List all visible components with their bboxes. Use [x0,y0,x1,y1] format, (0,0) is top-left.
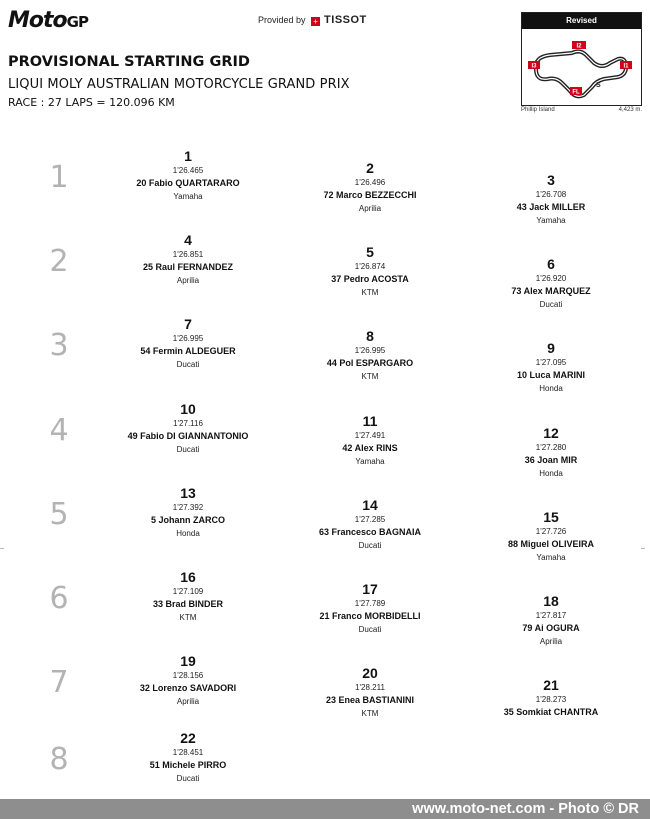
svg-text:I2: I2 [576,43,582,50]
grid-position: 16 [180,569,196,585]
grid-slot [98,232,278,287]
lap-time: 1'28.156 [172,671,204,680]
grid-position: 5 [366,244,374,260]
team-name: KTM [361,372,379,381]
rider-name: 35 Somkiat CHANTRA [503,707,599,717]
lap-time: 1'26.995 [172,334,204,343]
grid-slot [461,677,641,719]
grid-row-number: 4 [49,413,69,448]
lap-time: 1'26.851 [172,250,204,259]
grid-position: 10 [180,401,196,417]
team-name: Honda [539,469,563,478]
grid-slot [461,340,641,395]
lap-time: 1'26.920 [535,274,567,283]
event-subtitle: LIQUI MOLY AUSTRALIAN MOTORCYCLE GRAND PRIX [8,77,350,92]
grid-position: 21 [543,677,559,693]
footer-credit: www.moto-net.com - Photo © DR [0,799,650,819]
lap-time: 1'27.491 [354,431,386,440]
rider-name: 42 Alex RINS [342,443,398,453]
grid-position: 7 [184,316,192,332]
rider-name: 43 Jack MILLER [516,202,586,212]
svg-text:I1: I1 [623,63,629,70]
grid-position: 12 [543,425,559,441]
rider-name: 36 Joan MIR [524,455,578,465]
lap-time: 1'27.817 [535,611,567,620]
rider-name: 25 Raul FERNANDEZ [142,262,233,272]
grid-slot [461,425,641,480]
lap-time: 1'27.095 [535,358,567,367]
lap-time: 1'27.116 [173,419,203,428]
page-title: PROVISIONAL STARTING GRID [8,54,250,70]
lap-time: 1'26.465 [172,166,204,175]
grid-slot [461,593,641,648]
team-name: Aprilia [358,204,382,213]
lap-time: 1'26.496 [354,178,386,187]
rider-name: 88 Miguel OLIVEIRA [507,539,594,549]
team-name: Ducati [176,445,200,454]
grid-slot [98,730,278,785]
lap-time: 1'28.451 [172,748,204,757]
lap-time: 1'27.109 [172,587,204,596]
grid-position: 2 [366,160,374,176]
lap-time: 1'27.280 [535,443,567,452]
grid-position: 19 [180,653,196,669]
race-info: RACE : 27 LAPS = 120.096 KM [8,96,175,109]
grid-slot [98,401,278,456]
team-name: Ducati [176,774,200,783]
rider-name: 10 Luca MARINI [516,370,585,380]
team-name: Honda [539,384,563,393]
lap-time: 1'26.995 [354,346,386,355]
grid-slot [461,172,641,227]
track-layout-icon [522,29,641,105]
rider-name: 33 Brad BINDER [152,599,224,609]
team-name: KTM [361,288,379,297]
grid-slot [98,569,278,624]
edge-mark [0,548,4,549]
grid-row-number: 6 [49,581,69,616]
team-name: Ducati [358,541,382,550]
grid-position: 6 [547,256,555,272]
team-name: Yamaha [536,553,566,562]
rider-name: 72 Marco BEZZECCHI [323,190,417,200]
rider-name: 63 Francesco BAGNAIA [318,527,422,537]
grid-position: 14 [362,497,378,513]
lap-time: 1'27.392 [172,503,204,512]
motogp-logo: MotoGP [8,8,88,33]
grid-slot [280,497,460,552]
grid-slot [98,485,278,540]
grid-slot [280,328,460,383]
track-map [521,12,642,106]
grid-slot [461,256,641,311]
grid-slot [280,581,460,636]
team-name: Aprilia [176,276,200,285]
grid-position: 4 [184,232,192,248]
lap-time: 1'28.273 [535,695,567,704]
team-name: Ducati [539,300,563,309]
team-name: Honda [176,529,200,538]
grid-position: 17 [362,581,378,597]
rider-name: 54 Fermin ALDEGUER [140,346,236,356]
team-name: Aprilia [176,697,200,706]
lap-time: 1'28.211 [355,683,385,692]
track-label: Revised [522,13,641,29]
rider-name: 20 Fabio QUARTARARO [136,178,240,188]
track-footer [521,107,642,113]
team-name: Yamaha [173,192,203,201]
grid-slot [98,653,278,708]
grid-row-number: 1 [49,160,69,195]
rider-name: 79 Ai OGURA [522,623,580,633]
grid-position: 13 [180,485,196,501]
team-name: Yamaha [355,457,385,466]
svg-text:I3: I3 [531,63,537,70]
grid-position: 9 [547,340,555,356]
team-name: Yamaha [536,216,566,225]
tissot-cross-icon: + [311,17,320,26]
track-name: Phillip Island [521,107,555,113]
lap-time: 1'27.285 [354,515,386,524]
sponsor-line [258,14,367,26]
grid-row-number: 7 [49,665,69,700]
grid-slot [280,244,460,299]
lap-time: 1'26.874 [354,262,386,271]
team-name: Ducati [176,360,200,369]
rider-name: 73 Alex MARQUEZ [511,286,591,296]
grid-position: 15 [543,509,559,525]
rider-name: 51 Michele PIRRO [149,760,227,770]
grid-position: 22 [180,730,196,746]
team-name: KTM [361,709,379,718]
grid-slot [98,316,278,371]
rider-name: 44 Pol ESPARGARO [326,358,414,368]
grid-position: 8 [366,328,374,344]
team-name: Aprilia [539,637,563,646]
grid-position: 11 [362,413,378,429]
rider-name: 37 Pedro ACOSTA [331,274,409,284]
grid-position: 1 [184,148,192,164]
grid-row-number: 5 [49,497,69,532]
grid-slot [280,665,460,720]
team-name: Ducati [358,625,382,634]
rider-name: 49 Fabio DI GIANNANTONIO [127,431,249,441]
sponsor-brand: TISSOT [324,14,367,26]
lap-time: 1'27.726 [535,527,567,536]
grid-slot [280,413,460,468]
grid-row-number: 2 [49,244,69,279]
grid-slot [461,509,641,564]
rider-name: 21 Franco MORBIDELLI [319,611,421,621]
track-length: 4,423 m. [618,107,642,113]
grid-position: 3 [547,172,555,188]
lap-time: 1'26.708 [535,190,567,199]
rider-name: 32 Lorenzo SAVADORI [139,683,237,693]
lap-time: 1'27.789 [354,599,386,608]
edge-mark [641,548,645,549]
team-name: KTM [179,613,197,622]
sponsor-prefix: Provided by [258,15,306,25]
rider-name: 5 Johann ZARCO [150,515,225,525]
grid-slot [280,160,460,215]
svg-text:S: S [596,82,601,89]
svg-text:FL: FL [572,89,580,96]
grid-position: 20 [362,665,378,681]
grid-position: 18 [543,593,559,609]
grid-row-number: 3 [49,328,69,363]
rider-name: 23 Enea BASTIANINI [325,695,415,705]
grid-row-number: 8 [49,742,69,777]
grid-slot [98,148,278,203]
